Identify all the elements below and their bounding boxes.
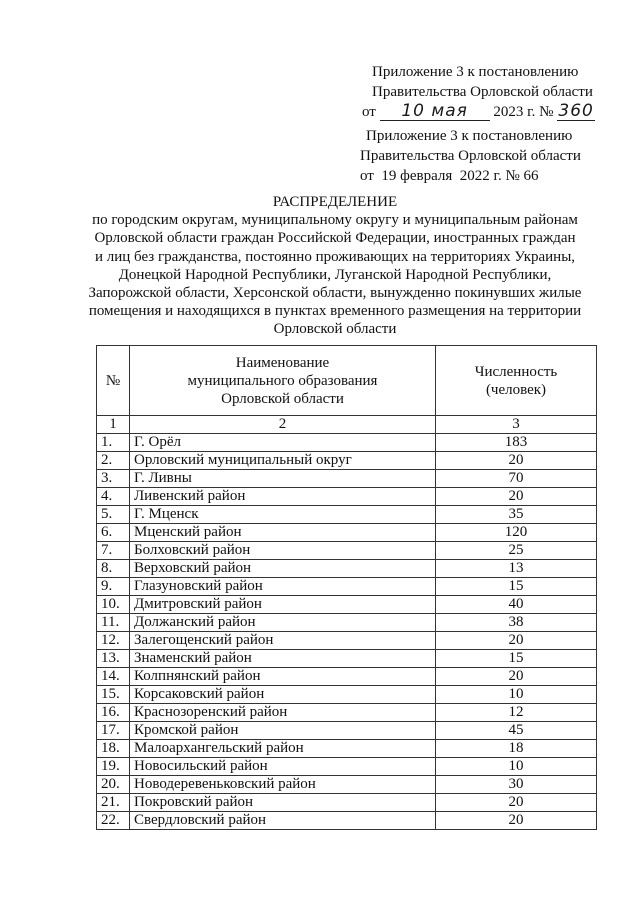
table-row bbox=[97, 632, 597, 650]
col-header-name-line: муниципального образования bbox=[187, 372, 378, 389]
row-number: 7. bbox=[97, 542, 130, 560]
row-name: Колпнянский район bbox=[130, 668, 436, 686]
row-number: 2. bbox=[97, 452, 130, 470]
col-header-name-line: Наименование bbox=[235, 354, 330, 371]
row-value: 20 bbox=[436, 452, 597, 470]
table-row bbox=[97, 722, 597, 740]
row-name: Знаменский район bbox=[130, 650, 436, 668]
index-cell: 3 bbox=[436, 416, 597, 434]
row-value: 25 bbox=[436, 542, 597, 560]
col-header-count-line: (человек) bbox=[485, 381, 547, 398]
title-line: Запорожской области, Херсонской области, вынужденно покинувших жилые bbox=[88, 285, 582, 302]
row-name: Дмитровский район bbox=[130, 596, 436, 614]
table-row bbox=[97, 614, 597, 632]
row-number: 21. bbox=[97, 794, 130, 812]
row-name: Ливенский район bbox=[130, 488, 436, 506]
header-original-line1: Приложение 3 к постановлению bbox=[366, 128, 573, 144]
row-number: 16. bbox=[97, 704, 130, 722]
header-original-line3: от 19 февраля 2022 г. № 66 bbox=[360, 168, 539, 184]
row-value: 45 bbox=[436, 722, 597, 740]
row-number: 17. bbox=[97, 722, 130, 740]
row-name: Краснозоренский район bbox=[130, 704, 436, 722]
header-original-line2: Правительства Орловской области bbox=[360, 148, 581, 164]
row-number: 5. bbox=[97, 506, 130, 524]
row-value: 13 bbox=[436, 560, 597, 578]
row-name: Г. Ливны bbox=[130, 470, 436, 488]
table-row bbox=[97, 794, 597, 812]
table-row bbox=[97, 650, 597, 668]
row-value: 10 bbox=[436, 758, 597, 776]
col-header-number: № bbox=[97, 346, 130, 416]
table-row bbox=[97, 740, 597, 758]
row-value: 38 bbox=[436, 614, 597, 632]
row-number: 11. bbox=[97, 614, 130, 632]
row-value: 30 bbox=[436, 776, 597, 794]
title-line: и лиц без гражданства, постоянно проживающих на территориях Украины, bbox=[94, 248, 576, 265]
table-row bbox=[97, 668, 597, 686]
header-amendment-line3 bbox=[362, 102, 595, 122]
table-row bbox=[97, 578, 597, 596]
table-row bbox=[97, 434, 597, 452]
table-row bbox=[97, 686, 597, 704]
handwritten-number: 360 bbox=[558, 101, 594, 121]
row-number: 12. bbox=[97, 632, 130, 650]
ot-label: от bbox=[362, 104, 376, 120]
row-value: 40 bbox=[436, 596, 597, 614]
index-cell: 1 bbox=[97, 416, 130, 434]
row-number: 20. bbox=[97, 776, 130, 794]
table-row bbox=[97, 596, 597, 614]
row-name: Залегощенский район bbox=[130, 632, 436, 650]
table-row bbox=[97, 758, 597, 776]
row-name: Орловский муниципальный округ bbox=[130, 452, 436, 470]
title-line: Орловской области граждан Российской Федерации, иностранных граждан bbox=[94, 230, 576, 247]
title-heading: РАСПРЕДЕЛЕНИЕ bbox=[272, 194, 398, 210]
row-value: 70 bbox=[436, 470, 597, 488]
handwritten-date: 10 мая bbox=[380, 103, 490, 121]
title-line: по городским округам, муниципальному округу и муниципальным районам bbox=[92, 212, 578, 229]
row-number: 10. bbox=[97, 596, 130, 614]
row-number: 3. bbox=[97, 470, 130, 488]
table-header-row bbox=[97, 346, 597, 416]
table-row bbox=[97, 812, 597, 830]
row-value: 20 bbox=[436, 812, 597, 830]
row-name: Г. Орёл bbox=[130, 434, 436, 452]
row-value: 15 bbox=[436, 650, 597, 668]
row-value: 15 bbox=[436, 578, 597, 596]
row-name: Свердловский район bbox=[130, 812, 436, 830]
table-row bbox=[97, 506, 597, 524]
header-original bbox=[360, 126, 581, 186]
row-number: 19. bbox=[97, 758, 130, 776]
table-row bbox=[97, 560, 597, 578]
title-line: Орловской области bbox=[273, 321, 397, 338]
col-header-count-line: Численность bbox=[474, 363, 558, 380]
row-number: 13. bbox=[97, 650, 130, 668]
row-value: 20 bbox=[436, 488, 597, 506]
year-number-label: 2023 г. № bbox=[493, 104, 554, 120]
col-header-count bbox=[436, 346, 597, 416]
header-amendment-line2: Правительства Орловской области bbox=[372, 84, 593, 100]
row-number: 1. bbox=[97, 434, 130, 452]
header-amendment-line1: Приложение 3 к постановлению bbox=[372, 64, 579, 80]
col-header-name bbox=[130, 346, 436, 416]
title-line: помещения и находящихся в пунктах временного размещения на территории bbox=[88, 303, 582, 320]
row-value: 20 bbox=[436, 794, 597, 812]
col-header-name-line: Орловской области bbox=[221, 390, 344, 407]
header-amendment bbox=[362, 62, 595, 122]
row-number: 18. bbox=[97, 740, 130, 758]
row-number: 15. bbox=[97, 686, 130, 704]
row-number: 9. bbox=[97, 578, 130, 596]
table-row bbox=[97, 470, 597, 488]
row-name: Г. Мценск bbox=[130, 506, 436, 524]
row-name: Корсаковский район bbox=[130, 686, 436, 704]
row-number: 8. bbox=[97, 560, 130, 578]
row-value: 20 bbox=[436, 632, 597, 650]
row-name: Кромской район bbox=[130, 722, 436, 740]
row-name: Мценский район bbox=[130, 524, 436, 542]
row-name: Покровский район bbox=[130, 794, 436, 812]
row-number: 6. bbox=[97, 524, 130, 542]
row-value: 120 bbox=[436, 524, 597, 542]
distribution-table bbox=[96, 345, 597, 830]
table-row bbox=[97, 704, 597, 722]
row-value: 183 bbox=[436, 434, 597, 452]
document-title bbox=[60, 193, 610, 339]
table-row bbox=[97, 776, 597, 794]
row-value: 12 bbox=[436, 704, 597, 722]
row-name: Глазуновский район bbox=[130, 578, 436, 596]
row-name: Верховский район bbox=[130, 560, 436, 578]
table-row bbox=[97, 488, 597, 506]
row-name: Должанский район bbox=[130, 614, 436, 632]
row-value: 20 bbox=[436, 668, 597, 686]
table-row bbox=[97, 542, 597, 560]
table-row bbox=[97, 524, 597, 542]
index-cell: 2 bbox=[130, 416, 436, 434]
row-number: 22. bbox=[97, 812, 130, 830]
table-row bbox=[97, 452, 597, 470]
row-number: 14. bbox=[97, 668, 130, 686]
row-value: 35 bbox=[436, 506, 597, 524]
row-name: Болховский район bbox=[130, 542, 436, 560]
column-index-row bbox=[97, 416, 597, 434]
row-value: 18 bbox=[436, 740, 597, 758]
title-line: Донецкой Народной Республики, Луганской Народной Республики, bbox=[118, 266, 552, 283]
row-name: Новодеревеньковский район bbox=[130, 776, 436, 794]
row-name: Новосильский район bbox=[130, 758, 436, 776]
row-name: Малоархангельский район bbox=[130, 740, 436, 758]
row-value: 10 bbox=[436, 686, 597, 704]
row-number: 4. bbox=[97, 488, 130, 506]
